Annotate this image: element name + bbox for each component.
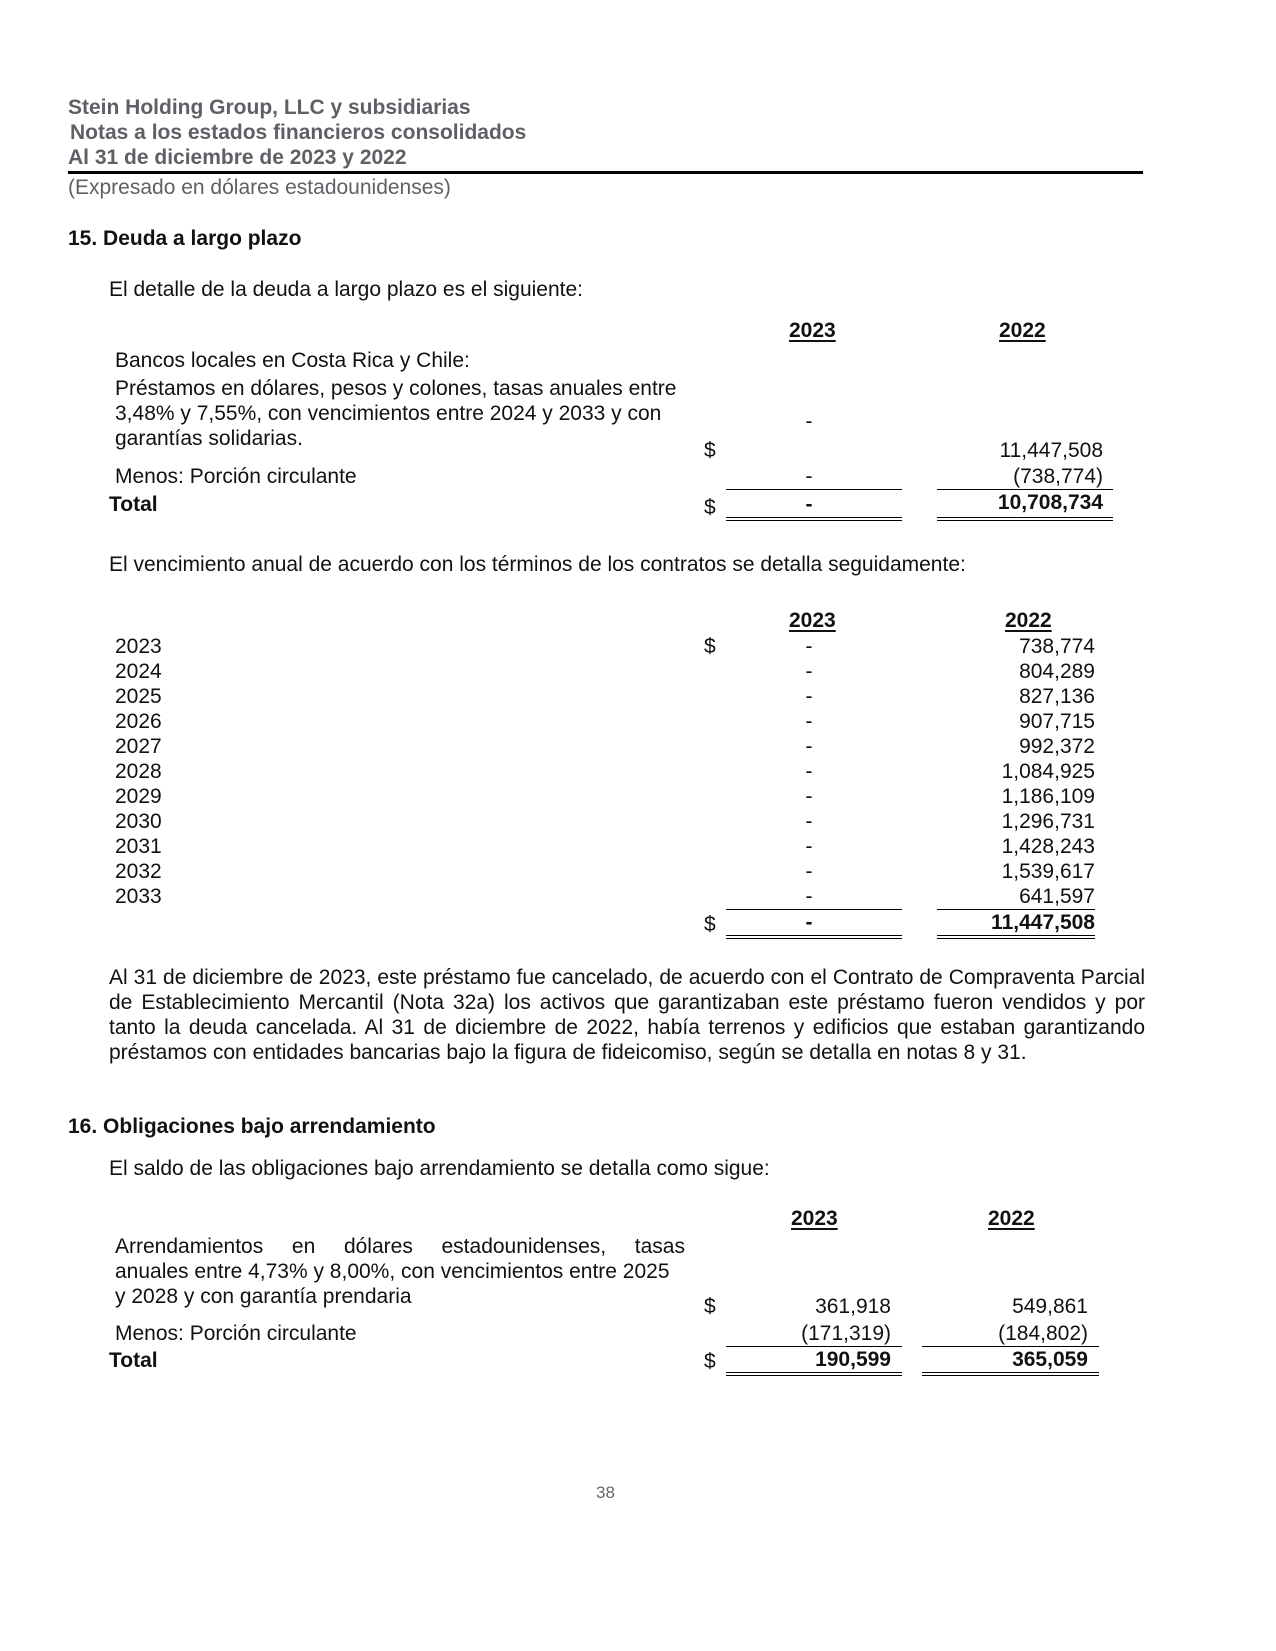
total-label: Total	[109, 493, 158, 516]
maturity-2022: 738,774	[1019, 635, 1095, 658]
page-number: 38	[596, 1483, 615, 1502]
maturity-total-currency: $	[704, 913, 716, 936]
lease-desc-line-3: y 2028 y con garantía prendaria	[115, 1285, 412, 1308]
note-16-intro: El saldo de las obligaciones bajo arrendamiento se detalla como sigue:	[109, 1157, 770, 1180]
current-portion-label: Menos: Porción circulante	[115, 465, 357, 488]
maturity-year: 2032	[115, 860, 162, 883]
lease-subtotal-line-2023	[726, 1346, 902, 1347]
note-15-closing-paragraph: Al 31 de diciembre de 2023, este préstamo fue cancelado, de acuerdo con el Contrato de Compraventa Parcial de Establecimiento Mercantil (Nota 32a) los activos que garantizaban este préstamo fueron vendidos y por tanto la deuda cancelada. Al 31 de diciembre de 2022, había terrenos y edificios que estaban garantizando préstamos con entidades bancarias bajo la figura de fideicomiso, según se detalla en notas 8 y 31.	[109, 966, 1145, 1064]
lease-total-2022: 365,059	[1012, 1348, 1088, 1371]
maturity-year: 2024	[115, 660, 162, 683]
lease-col-2022: 2022	[988, 1207, 1035, 1230]
maturity-year: 2028	[115, 760, 162, 783]
maturity-2023: -	[805, 735, 813, 758]
maturity-2022: 992,372	[1019, 735, 1095, 758]
note-15-intro: El detalle de la deuda a largo plazo es el siguiente:	[109, 278, 583, 301]
loan-desc-line-1: Préstamos en dólares, pesos y colones, tasas anuales entre	[115, 377, 677, 400]
maturity-subtotal-line-2022	[937, 909, 1095, 910]
lease-total-currency: $	[704, 1350, 716, 1373]
maturity-2023: -	[805, 835, 813, 858]
maturity-year: 2025	[115, 685, 162, 708]
total-double-line-2022	[937, 517, 1113, 521]
maturity-2023: -	[805, 810, 813, 833]
lease-col-2023: 2023	[791, 1207, 838, 1230]
maturity-col-2022: 2022	[1005, 609, 1052, 632]
maturity-2023: -	[805, 760, 813, 783]
lease-current-label: Menos: Porción circulante	[115, 1322, 357, 1345]
lease-desc-line-2: anuales entre 4,73% y 8,00%, con vencimientos entre 2025	[115, 1260, 670, 1283]
maturity-year: 2030	[115, 810, 162, 833]
lease-value-2022: 549,861	[1012, 1295, 1088, 1318]
maturity-subtotal-line-2023	[726, 909, 902, 910]
note-15-heading: 15. Deuda a largo plazo	[68, 227, 302, 250]
bank-group-label: Bancos locales en Costa Rica y Chile:	[115, 349, 470, 372]
loan-currency: $	[704, 439, 716, 462]
maturity-2022: 1,428,243	[1001, 835, 1095, 858]
loan-value-2023: -	[805, 410, 813, 433]
maturity-2022: 827,136	[1019, 685, 1095, 708]
subtotal-line-2023	[726, 489, 902, 490]
maturity-2023: -	[805, 860, 813, 883]
current-portion-2023: -	[805, 465, 813, 488]
maturity-2023: -	[805, 785, 813, 808]
maturity-currency: $	[704, 635, 716, 658]
maturity-total-2023: -	[805, 911, 813, 934]
maturity-year: 2026	[115, 710, 162, 733]
lease-desc-line-1: Arrendamientos en dólares estadounidenses, tasas	[115, 1235, 685, 1258]
maturity-intro: El vencimiento anual de acuerdo con los términos de los contratos se detalla seguidamente:	[109, 553, 966, 576]
total-2023: -	[805, 493, 813, 516]
maturity-col-2023: 2023	[789, 609, 836, 632]
lease-current-2023: (171,319)	[801, 1322, 891, 1345]
header-rule	[68, 171, 1143, 174]
subtotal-line-2022	[937, 489, 1113, 490]
maturity-year: 2031	[115, 835, 162, 858]
total-currency: $	[704, 496, 716, 519]
document-title: Notas a los estados financieros consolidados	[70, 121, 527, 144]
maturity-double-line-2023	[726, 935, 902, 939]
col-header-2023: 2023	[789, 319, 836, 342]
current-portion-2022: (738,774)	[1013, 465, 1103, 488]
maturity-2023: -	[805, 885, 813, 908]
lease-subtotal-line-2022	[922, 1346, 1099, 1347]
loan-desc-line-3: garantías solidarias.	[115, 427, 303, 450]
maturity-year: 2023	[115, 635, 162, 658]
total-2022: 10,708,734	[997, 491, 1103, 514]
maturity-year: 2027	[115, 735, 162, 758]
lease-total-label: Total	[109, 1349, 158, 1372]
maturity-2022: 1,539,617	[1001, 860, 1095, 883]
lease-value-2023: 361,918	[815, 1295, 891, 1318]
maturity-2023: -	[805, 685, 813, 708]
company-name: Stein Holding Group, LLC y subsidiarias	[68, 96, 471, 119]
lease-currency: $	[704, 1295, 716, 1318]
maturity-year: 2029	[115, 785, 162, 808]
maturity-2022: 907,715	[1019, 710, 1095, 733]
maturity-double-line-2022	[937, 935, 1095, 939]
maturity-2022: 641,597	[1019, 885, 1095, 908]
maturity-total-2022: 11,447,508	[991, 911, 1095, 934]
maturity-2022: 1,084,925	[1001, 760, 1095, 783]
col-header-2022: 2022	[999, 319, 1046, 342]
lease-double-line-2023	[726, 1372, 902, 1376]
maturity-2023: -	[805, 635, 813, 658]
maturity-2022: 1,186,109	[1001, 785, 1095, 808]
loan-desc-line-2: 3,48% y 7,55%, con vencimientos entre 2024 y 2033 y con	[115, 402, 662, 425]
currency-note: (Expresado en dólares estadounidenses)	[68, 176, 451, 199]
lease-double-line-2022	[922, 1372, 1099, 1376]
lease-total-2023: 190,599	[815, 1348, 891, 1371]
report-date: Al 31 de diciembre de 2023 y 2022	[68, 146, 407, 169]
maturity-2023: -	[805, 710, 813, 733]
lease-current-2022: (184,802)	[998, 1322, 1088, 1345]
total-double-line-2023	[726, 517, 902, 521]
maturity-2022: 1,296,731	[1001, 810, 1095, 833]
loan-value-2022: 11,447,508	[999, 439, 1103, 462]
note-16-heading: 16. Obligaciones bajo arrendamiento	[68, 1115, 436, 1138]
maturity-2023: -	[805, 660, 813, 683]
maturity-2022: 804,289	[1019, 660, 1095, 683]
maturity-year: 2033	[115, 885, 162, 908]
